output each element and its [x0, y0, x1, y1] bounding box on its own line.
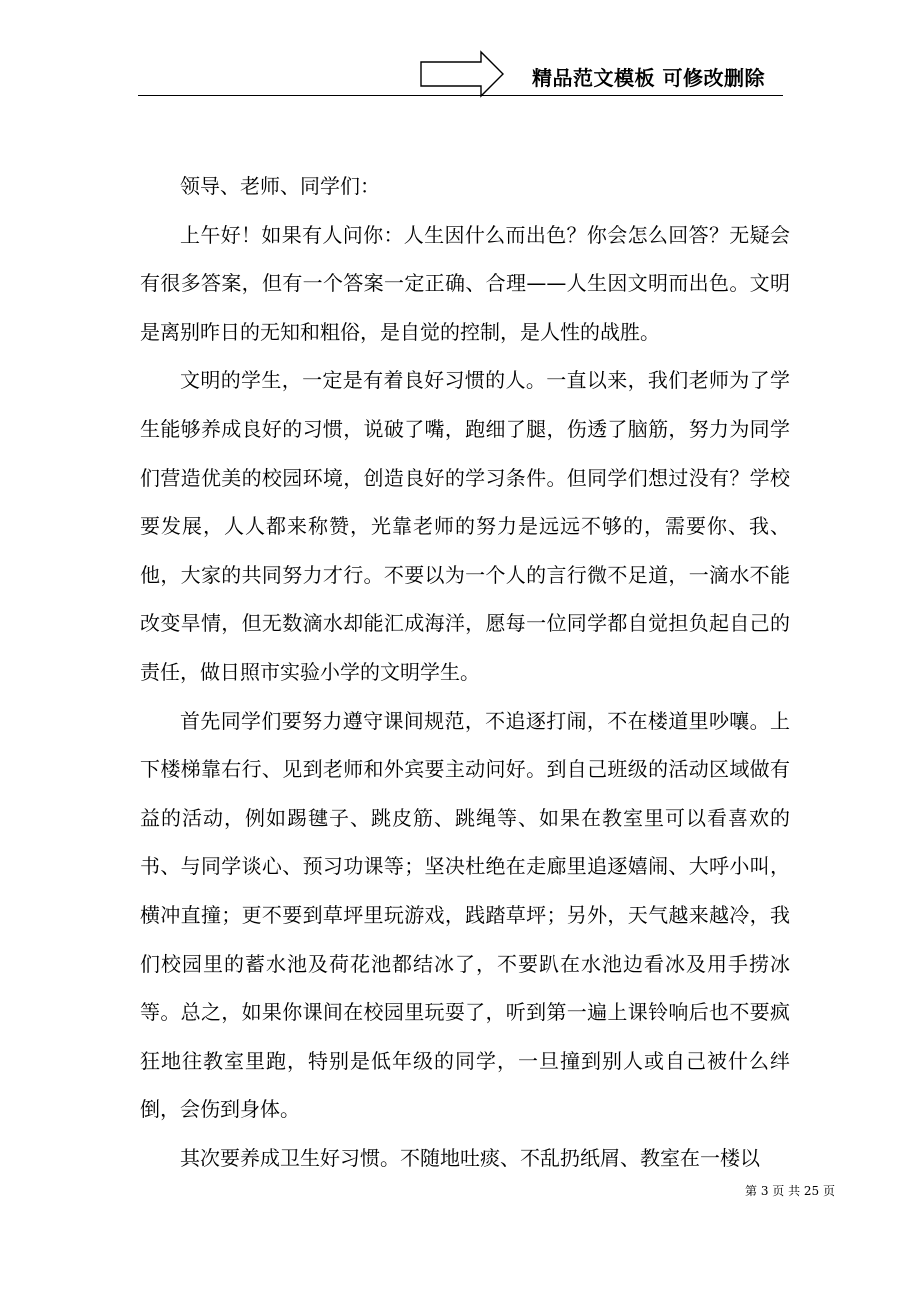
arrow-right-icon — [419, 50, 505, 98]
header-divider — [138, 95, 783, 96]
paragraph-opening: 上午好！如果有人问你：人生因什么而出色？你会怎么回答？无疑会有很多答案，但有一个答案一定正确、合理——人生因文明而出色。文明是离别昨日的无知和粗俗，是自觉的控制，是人性的战胜。 — [140, 222, 790, 344]
paragraph-hygiene: 其次要养成卫生好习惯。不随地吐痰、不乱扔纸屑、教室在一楼以 — [180, 1145, 760, 1170]
page-number: 第 3 页 共 25 页 — [745, 1184, 835, 1198]
document-body — [140, 162, 790, 1182]
paragraph-recess-rules: 首先同学们要努力遵守课间规范，不追逐打闹，不在楼道里吵嚷。上下楼梯靠右行、见到老师和外宾要主动问好。到自己班级的活动区域做有益的活动，例如踢毽子、跳皮筋、跳绳等、如果在教室里可以看喜欢的书、与同学谈心、预习功课等；坚决杜绝在走廊里追逐嬉闹、大呼小叫，横冲直撞；更不要到草坪里玩游戏，践踏草坪；另外，天气越来越冷，我们校园里的蓄水池及荷花池都结冰了，不要趴在水池边看冰及用手捞冰等。总之，如果你课间在校园里玩耍了，听到第一遍上课铃响后也不要疯狂地往教室里跑，特别是低年级的同学，一旦撞到别人或自己被什么绊倒，会伤到身体。 — [140, 708, 790, 1122]
paragraph-greeting: 领导、老师、同学们： — [180, 174, 380, 198]
header-title: 精品范文模板 可修改删除 — [532, 66, 765, 90]
paragraph-habits: 文明的学生，一定是有着良好习惯的人。一直以来，我们老师为了学生能够养成良好的习惯，说破了嘴，跑细了腿，伤透了脑筋，努力为同学们营造优美的校园环境，创造良好的学习条件。但同学们想过没有？学校要发展，人人都来称赞，光靠老师的努力是远远不够的，需要你、我、他，大家的共同努力才行。不要以为一个人的言行微不足道，一滴水不能改变旱情，但无数滴水却能汇成海洋，愿每一位同学都自觉担负起自己的责任，做日照市实验小学的文明学生。 — [140, 368, 790, 684]
